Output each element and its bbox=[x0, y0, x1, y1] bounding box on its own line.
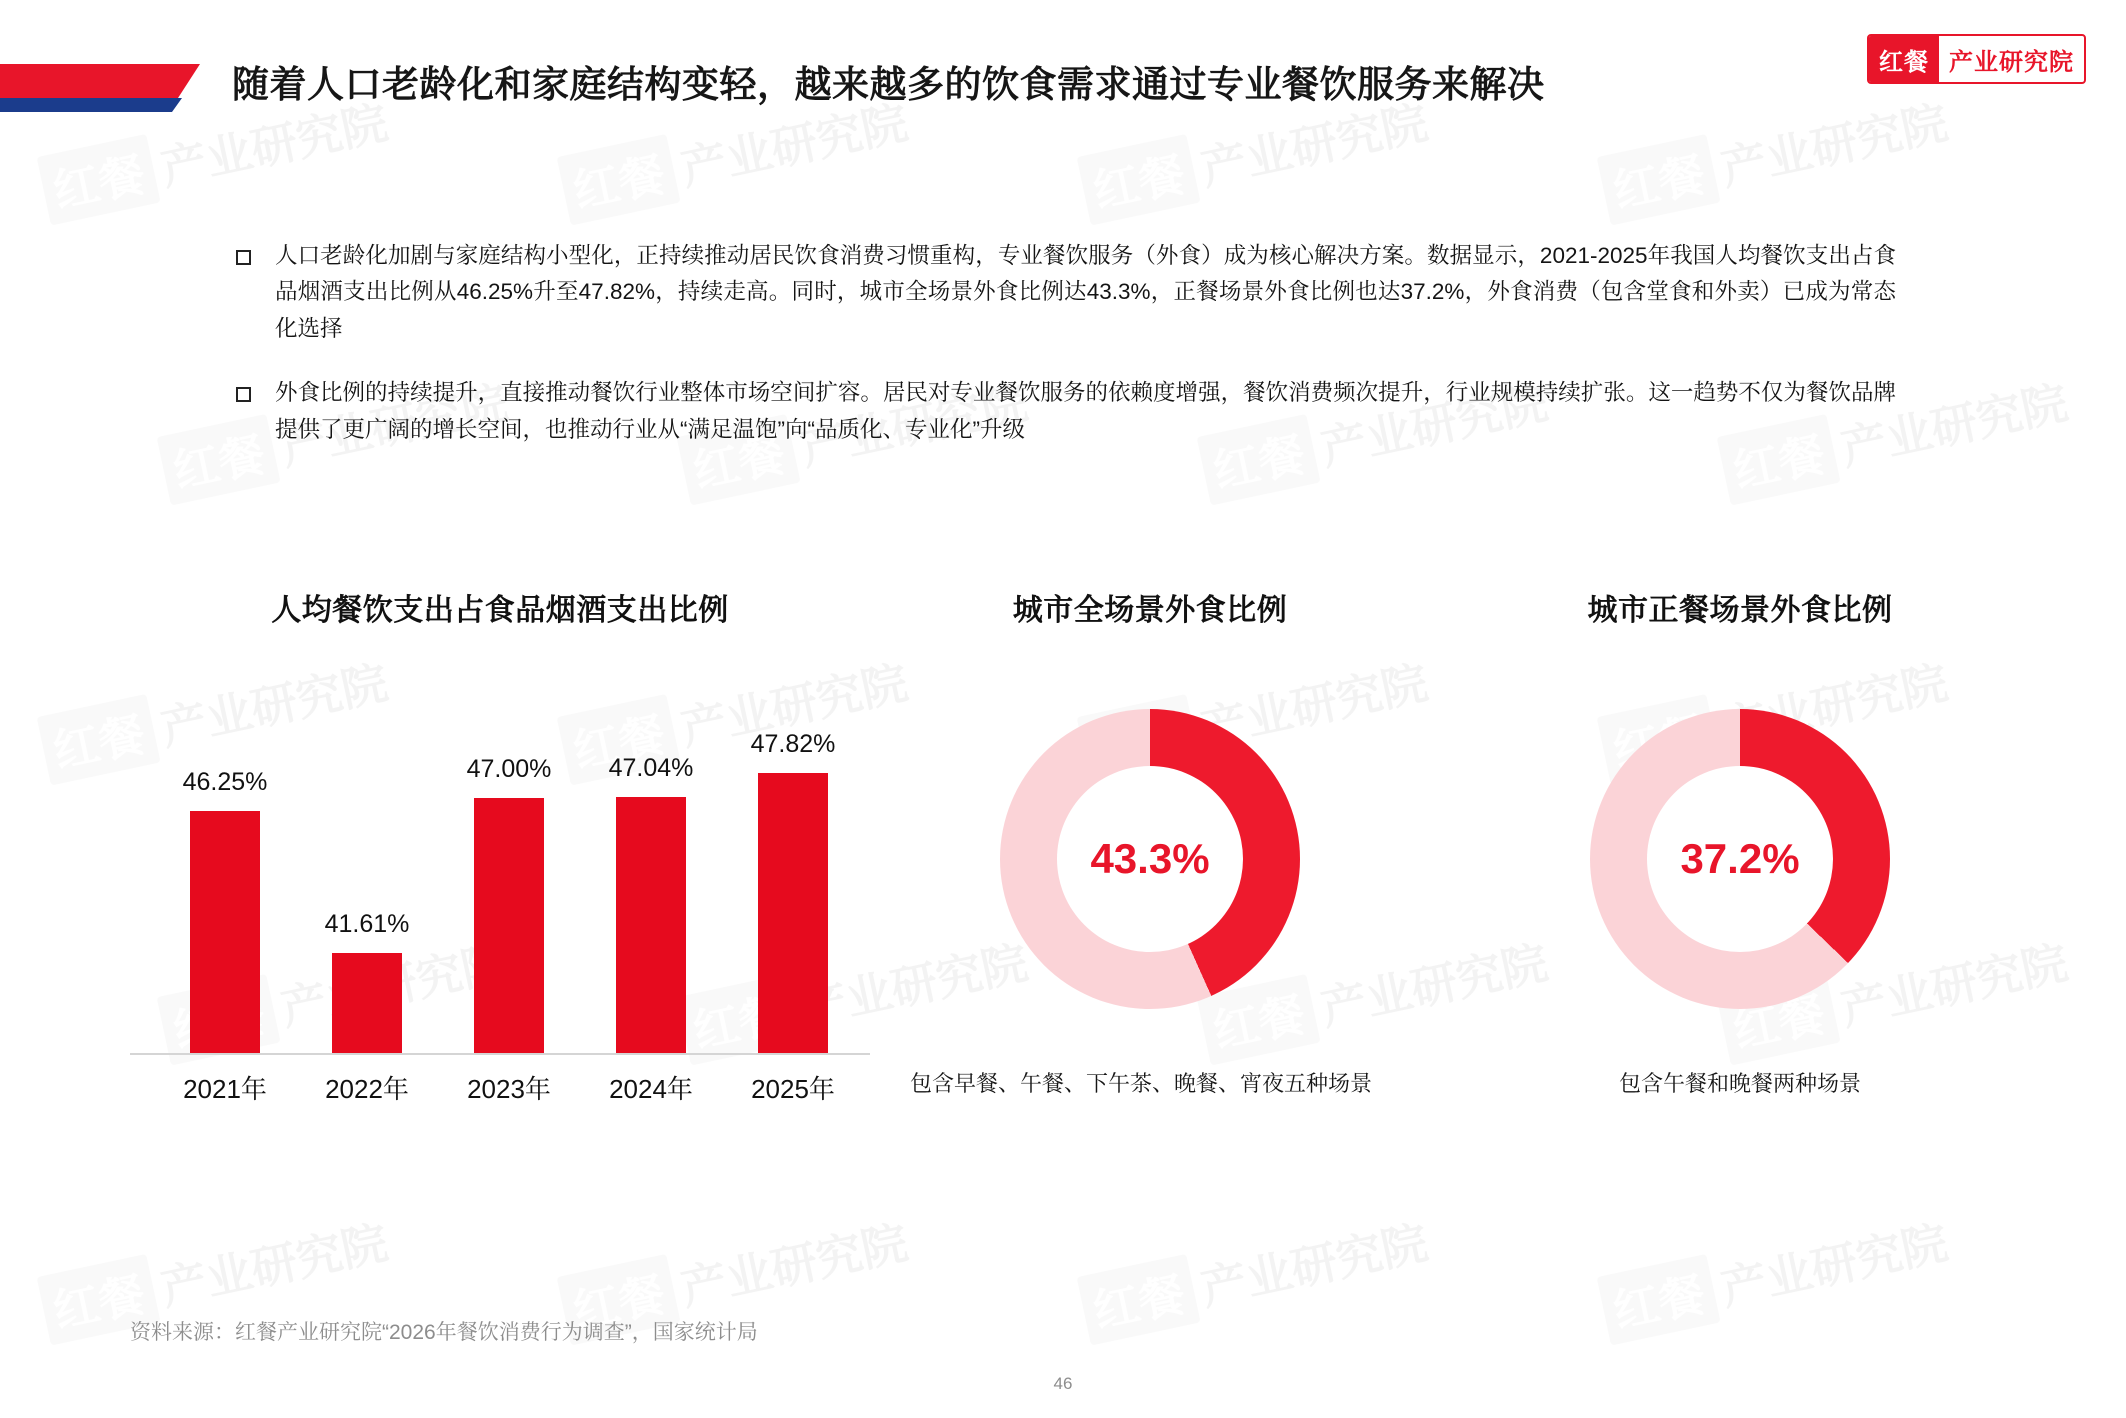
bar-rect bbox=[616, 797, 686, 1053]
bar-value-label: 47.82% bbox=[750, 730, 836, 758]
list-item bbox=[236, 238, 1896, 347]
donut-chart-panel-city-all-scene bbox=[890, 560, 1410, 1220]
donut-chart-plot bbox=[1590, 709, 1890, 1009]
donut-caption: 包含早餐、午餐、下午茶、晚餐、宵夜五种场景 bbox=[910, 1071, 1373, 1096]
bar-rect bbox=[474, 798, 544, 1053]
bullet-text: 人口老龄化加剧与家庭结构小型化，正持续推动居民饮食消费习惯重构，专业餐饮服务（外食）成为核心解决方案。数据显示，2021-2025年我国人均餐饮支出占食品烟酒支出比例从46.25%升至47.82%，持续走高。同时，城市全场景外食比例达43.3%，正餐场景外食比例也达37.2%，外食消费（包含堂食和外卖）已成为常态化选择 bbox=[275, 243, 1896, 341]
bar-value-label: 41.61% bbox=[324, 910, 410, 938]
bar-category-label: 2023年 bbox=[467, 1074, 551, 1104]
donut-value-label: 43.3% bbox=[1090, 835, 1210, 882]
donut-chart-title: 城市正餐场景外食比例 bbox=[1587, 594, 1893, 627]
donut-chart-title: 城市全场景外食比例 bbox=[1012, 594, 1288, 627]
bar-column bbox=[182, 768, 268, 1104]
bar-chart-title: 人均餐饮支出占食品烟酒支出比例 bbox=[271, 594, 729, 627]
logo-text: 产业研究院 bbox=[1949, 48, 2074, 76]
bar-category-label: 2024年 bbox=[609, 1074, 693, 1104]
bar-rect bbox=[332, 953, 402, 1053]
bar-category-label: 2021年 bbox=[183, 1074, 267, 1104]
logo-mark: 红餐 bbox=[1869, 36, 1939, 82]
list-item bbox=[236, 375, 1896, 448]
bar-column bbox=[608, 754, 694, 1104]
decorative-flag-icon bbox=[0, 64, 200, 116]
charts-region bbox=[0, 560, 2126, 1260]
donut-center bbox=[1057, 766, 1243, 952]
bar-column bbox=[750, 730, 836, 1104]
square-bullet-icon bbox=[236, 387, 251, 402]
bullet-list bbox=[236, 238, 1896, 476]
bar-category-label: 2022年 bbox=[325, 1074, 409, 1104]
slide-header bbox=[0, 0, 2126, 190]
bar-value-label: 47.04% bbox=[608, 754, 694, 782]
bar-category-label: 2025年 bbox=[751, 1074, 835, 1104]
brand-logo bbox=[1867, 34, 2086, 84]
bar-chart-plot bbox=[120, 665, 880, 1115]
bar-column bbox=[324, 910, 410, 1104]
donut-chart-plot bbox=[1000, 709, 1300, 1009]
source-note: 资料来源：红餐产业研究院“2026年餐饮消费行为调查”，国家统计局 bbox=[130, 1321, 758, 1344]
bar-column bbox=[466, 755, 552, 1104]
bullet-text: 外食比例的持续提升，直接推动餐饮行业整体市场空间扩容。居民对专业餐饮服务的依赖度增强，餐饮消费频次提升，行业规模持续扩张。这一趋势不仅为餐饮品牌提供了更广阔的增长空间，也推动行业从“满足温饱”向“品质化、专业化”升级 bbox=[275, 380, 1896, 442]
square-bullet-icon bbox=[236, 250, 251, 265]
bar-value-label: 47.00% bbox=[466, 755, 552, 783]
page-title: 随着人口老龄化和家庭结构变轻，越来越多的饮食需求通过专业餐饮服务来解决 bbox=[232, 64, 1545, 105]
page-number: 46 bbox=[1053, 1374, 1073, 1393]
donut-chart-panel-city-main-meal bbox=[1480, 560, 2000, 1220]
donut-value-label: 37.2% bbox=[1680, 835, 1800, 882]
bar-rect bbox=[190, 811, 260, 1053]
donut-center bbox=[1647, 766, 1833, 952]
axis-baseline bbox=[130, 1053, 870, 1055]
donut-caption: 包含午餐和晚餐两种场景 bbox=[1618, 1071, 1861, 1096]
bar-value-label: 46.25% bbox=[182, 768, 268, 796]
bar-rect bbox=[758, 773, 828, 1053]
bar-chart-panel bbox=[120, 560, 880, 1220]
